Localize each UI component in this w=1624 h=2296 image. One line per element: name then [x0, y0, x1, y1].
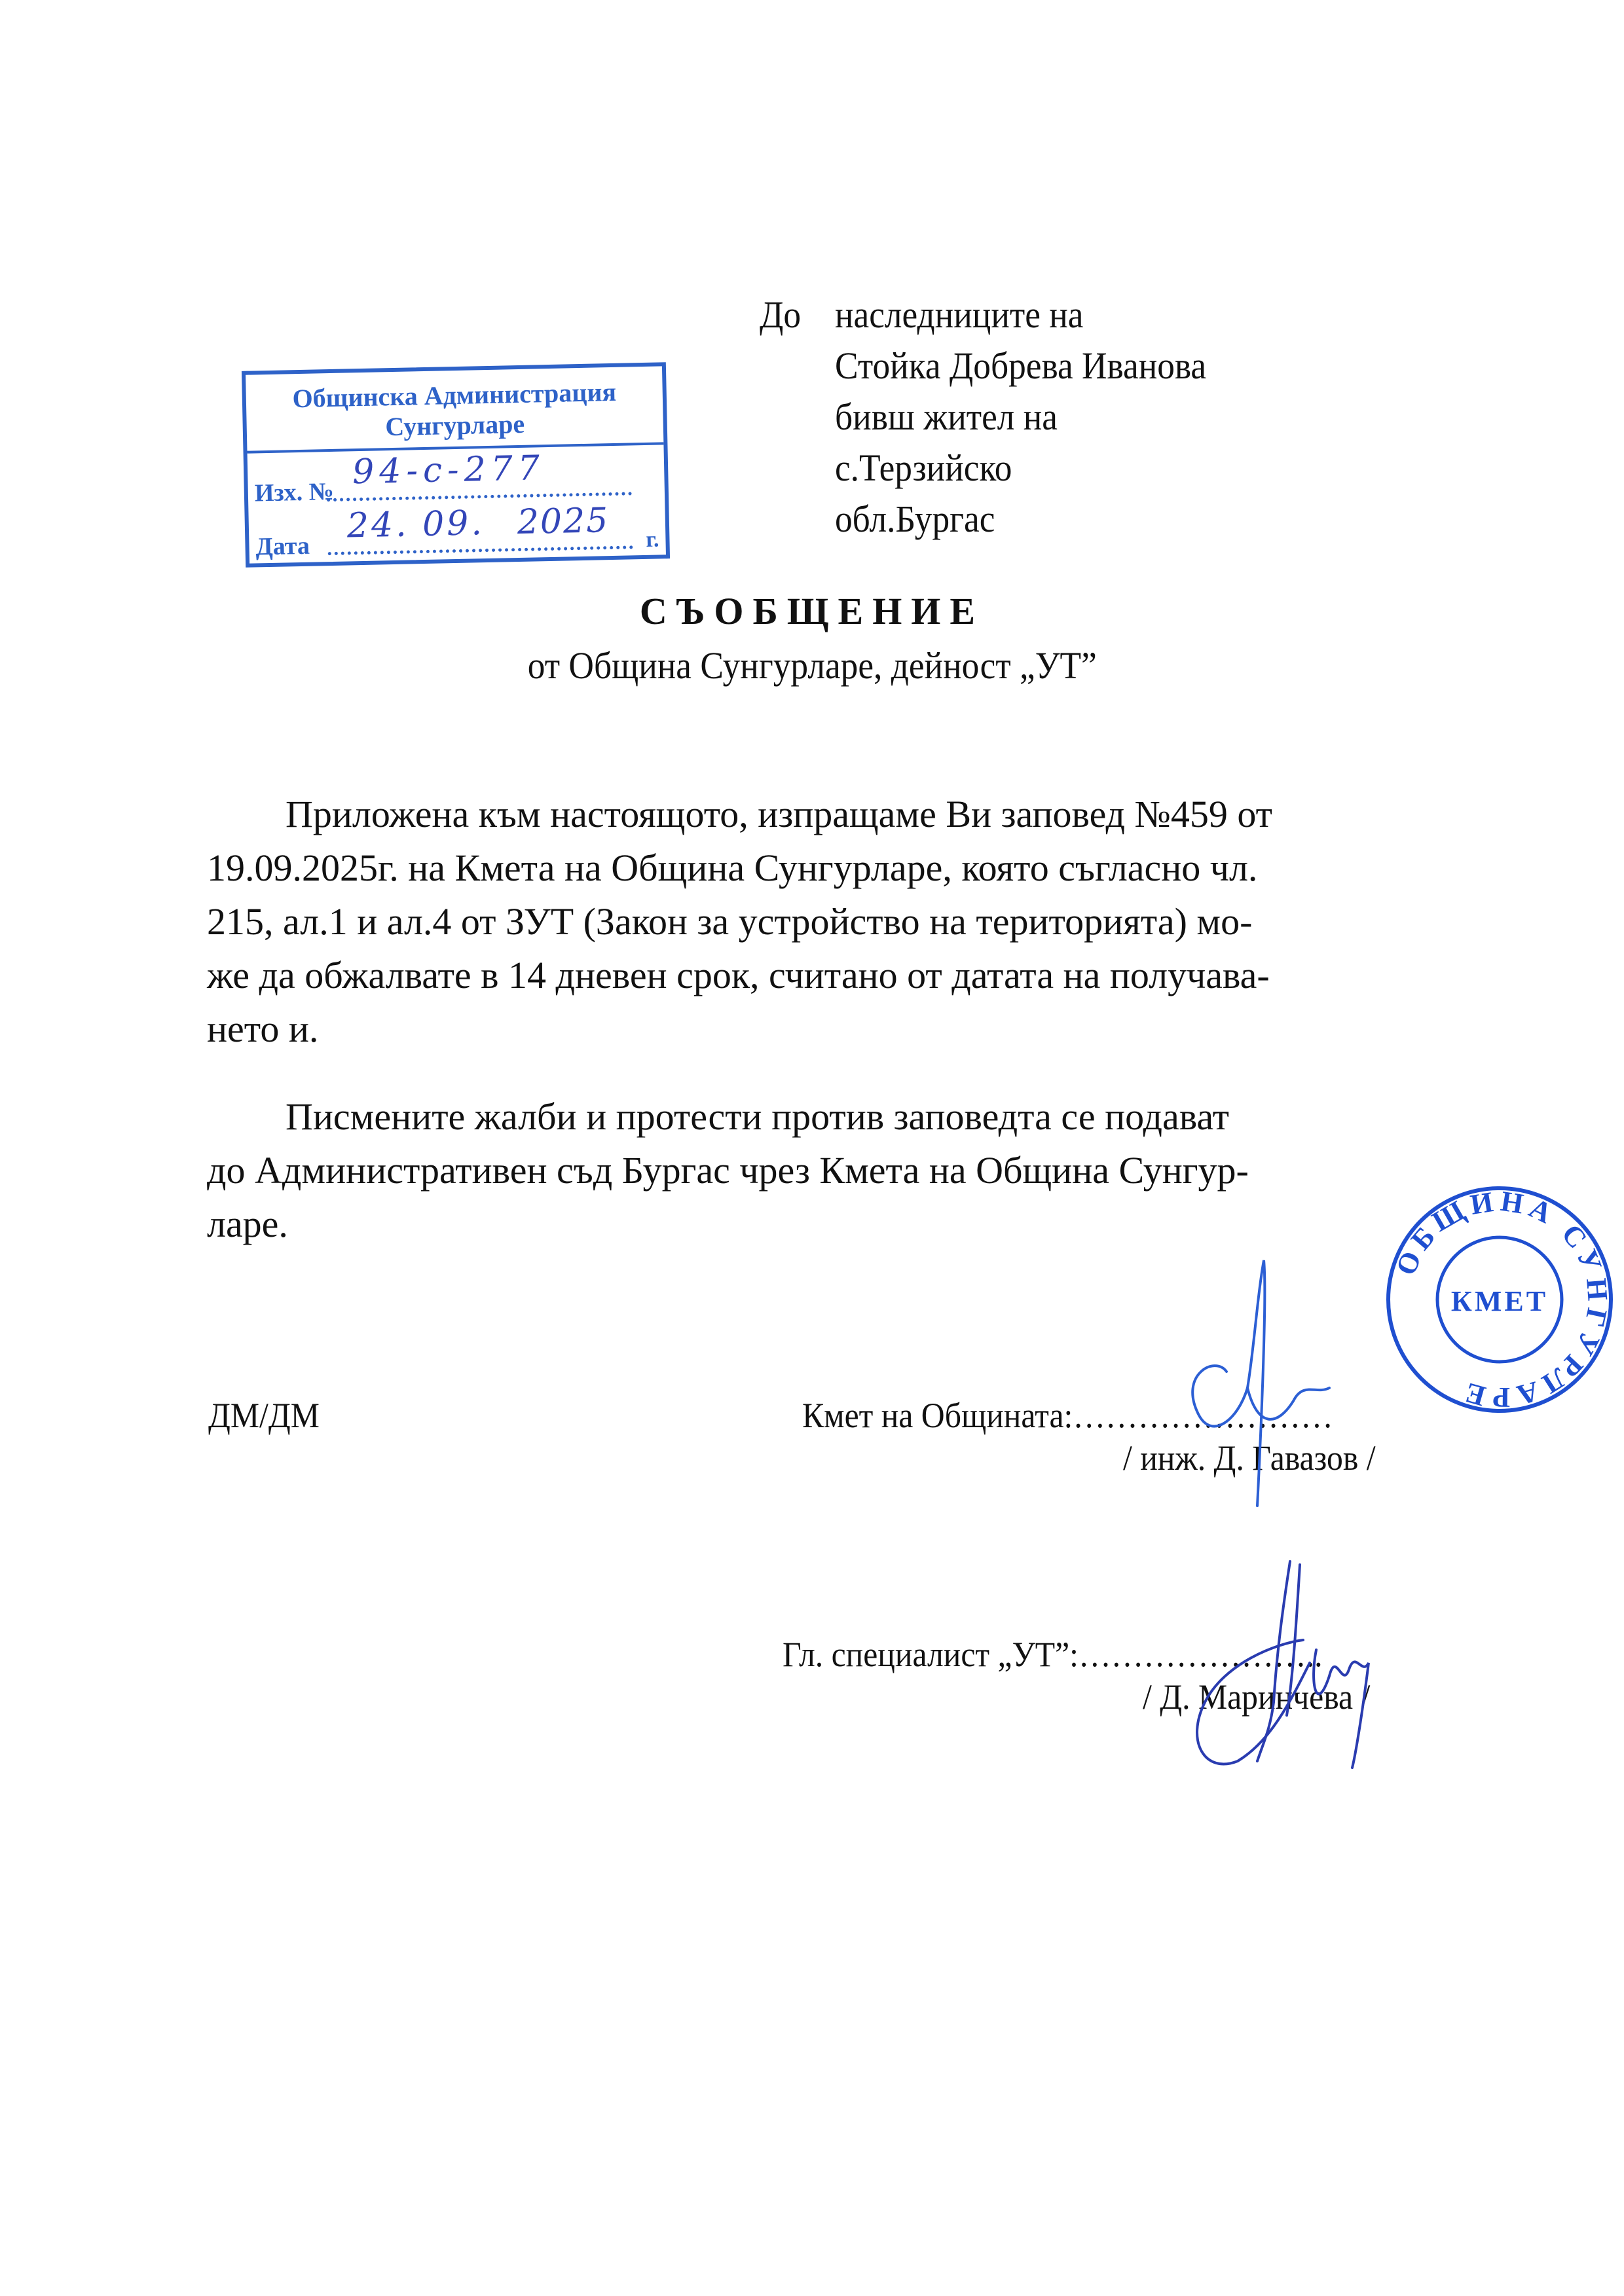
paragraph-line	[207, 1002, 1425, 1056]
stamp-dotted-line	[328, 545, 633, 555]
addressee-line: наследниците на	[835, 293, 1084, 336]
paragraph-line-text: же да обжалвате в 14 дневен срок, считано от датата на получава-	[207, 954, 1270, 996]
addressee-line: бивш жител на	[835, 395, 1058, 438]
specialist-name: / Д. Маринчева /	[1143, 1677, 1371, 1717]
stamp-number-row	[254, 448, 659, 509]
mayor-name: / инж. Д. Гавазов /	[1123, 1438, 1376, 1478]
specialist-signature-label: Гл. специалист „УТ”:…………………..	[783, 1635, 1323, 1674]
handwritten-outgoing-number: 94-с-277	[352, 448, 545, 492]
paragraph-line	[207, 949, 1425, 1002]
paragraph-line-text: 215, ал.1 и ал.4 от ЗУТ (Закон за устройство на територията) мо-	[207, 900, 1253, 943]
paragraph-line	[207, 841, 1425, 895]
paragraph-line	[207, 1090, 1425, 1144]
paragraph-line	[207, 895, 1425, 949]
stamp-org-town: Сунгурларе	[384, 409, 525, 442]
registry-stamp	[242, 362, 670, 568]
paragraph-line-text: ларе.	[207, 1203, 288, 1245]
addressee-to: До	[760, 293, 802, 336]
paragraph-line-text: нето и.	[207, 1008, 319, 1050]
paragraph-line	[207, 1197, 1425, 1251]
stamp-number-label: Изх. №	[254, 477, 335, 507]
body-paragraph-2	[207, 1090, 1425, 1251]
document-subtitle	[0, 644, 1624, 687]
paragraph-line	[207, 1144, 1425, 1197]
body-paragraph-1	[207, 788, 1425, 1056]
stamp-year-suffix: г.	[645, 527, 659, 552]
paragraph-line-text: Приложена към настоящото, изпращаме Ви заповед №459 от	[286, 793, 1272, 835]
seal-inner-ring	[1437, 1237, 1562, 1362]
handwritten-date: 24. 09.	[346, 503, 485, 546]
reference-initials: ДМ/ДМ	[208, 1396, 320, 1435]
paragraph-line-text: 19.09.2025г. на Кмета на Община Сунгурларе, която съгласно чл.	[207, 847, 1258, 889]
addressee-name: Стойка Добрева Иванова	[835, 344, 1207, 387]
paragraph-line-text: Писмените жалби и протести против заповедта се подават	[286, 1095, 1229, 1138]
subtitle-text: от Община Сунгурларе, дейност „УТ”	[527, 644, 1097, 687]
addressee-region: обл.Бургас	[835, 498, 995, 540]
seal-ring-text: ОБЩИНА СУНГУРЛАРЕ	[1389, 1184, 1615, 1414]
document-title: СЪОБЩЕНИЕ	[639, 590, 985, 632]
handwritten-year: 2025	[517, 501, 610, 543]
addressee-village: с.Терзийско	[835, 446, 1012, 489]
stamp-date-row	[255, 501, 659, 562]
paragraph-line	[207, 788, 1425, 841]
seal-center-text: КМЕТ	[1450, 1285, 1549, 1317]
mayor-signature-label: Кмет на Общината:……………………	[802, 1396, 1333, 1435]
stamp-dotted-line	[327, 492, 632, 501]
stamp-org-name: Общинска Администрация	[292, 376, 617, 414]
stamp-date-label: Дата	[255, 532, 310, 561]
paragraph-line-text: до Административен съд Бургас чрез Кмета на Община Сунгур-	[207, 1149, 1249, 1192]
